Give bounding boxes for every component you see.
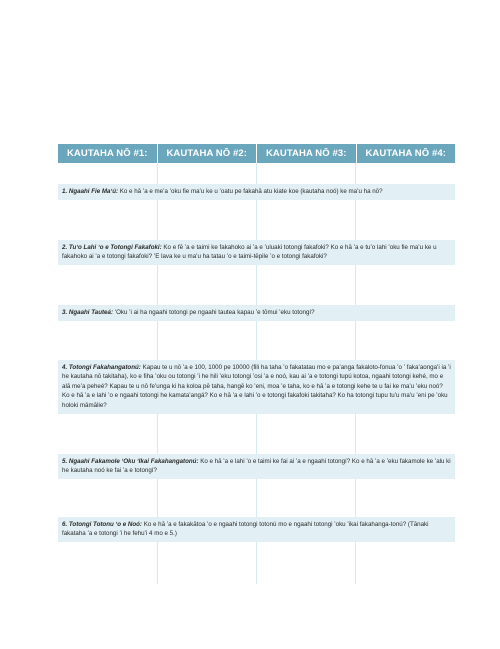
question-row-penalties xyxy=(58,305,455,321)
question-row-direct-costs xyxy=(58,360,455,414)
header-column-3: KAUTAHA NŌ #3: xyxy=(257,144,357,163)
question-text: Kapau te u nō ʻa e 100, 1000 pe 10000 (fili ha taha ʻo fakatatau mo e paʻanga fakaloto-fonua ʻo ʻ fakaʻaongaʻi ia ʻi he kautaha nō takitaha), ko e fiha ʻoku ou totongi ʻi he hili ʻeku totongi ʻosi ʻa e noó, kau ai ʻa e totongi tupú kotoa, ngaahi totongi kehé, mo e alā meʻa peheé? Kapau te u nō feʻunga ki ha koloa pē taha, hangē ko ʻeni, moa ʻe taha, ko e hā ʻa e totongi kehe te u fai ke maʻu ʻeku noó? Ko e hā ʻa e lahi ʻo e ngaahi totongi he kamataʻangá? Ko e hā ʻa e lahi ʻo e totongi fakafoki takitaha? Ko ha totongi tupu tuʻu maʻu ʻeni pe ʻoku holoki māmālie? xyxy=(62,364,451,409)
question-label: 3. Ngaahi Tauteá: xyxy=(62,309,114,316)
question-row-true-cost xyxy=(58,517,455,542)
question-label: 1. Ngaahi Fie Maʻú: xyxy=(62,188,119,195)
question-label: 6. Totongi Totonu ʻo e Noó: xyxy=(62,521,142,528)
question-row-requirements xyxy=(58,184,455,200)
question-text: Ko e fē ʻa e taimi ke fakahoko ai ʻa e ʻuluaki totongi fakafoki? Ko e hā ʻa e tuʻo lahi ʻoku fie maʻu ke u fakahoko ai ʻa e totongi fakafoki? ʻE lava ke u maʻu ha tatau ʻo e taimi-tēpile ʻo e totongi fakafoki? xyxy=(62,244,437,261)
question-row-indirect-costs xyxy=(58,454,455,479)
question-text: Ko e hā ʻa e meʻa ʻoku fie maʻu ke u ʻoatu pe fakahā atu kiate koe (kautaha noó) ke maʻu ha nō? xyxy=(118,188,383,195)
question-label: 2. Tuʻo Lahi ʻo e Totongi Fakafoki: xyxy=(62,244,162,251)
question-label: 4. Totongi Fakahangatonú: xyxy=(62,364,141,371)
table-header xyxy=(58,144,455,163)
loan-comparison-table xyxy=(58,144,455,584)
question-text: Ko e hā ʻa e lahi ʻo e taimi ke fai ai ʻa e ngaahi totongí? Ko e hā ʻa e ʻeku fakamole ke ʻalu ki he kautaha noó ke fai ʻa e totongí? xyxy=(62,458,451,475)
question-label: 5. Ngaahi Fakamole ʻOku ʻIkai Fakahangatonú: xyxy=(62,458,199,465)
header-column-1: KAUTAHA NŌ #1: xyxy=(58,144,158,163)
question-text: ʻOku ʻi ai ha ngaahi totongi pe ngaahi tautea kapau ʻe tōmui ʻeku totongí? xyxy=(113,309,315,316)
header-column-2: KAUTAHA NŌ #2: xyxy=(158,144,258,163)
question-row-repayment-frequency xyxy=(58,240,455,265)
header-column-4: KAUTAHA NŌ #4: xyxy=(365,148,447,159)
question-text: Ko e hā ʻa e fakakātoa ʻo e ngaahi totongi totonú mo e ngaahi totongi ʻoku ʻikai fakahanga-tonú? (Tānaki fakataha ʻa e totongi ʻi he fehuʻi 4 mo e 5.) xyxy=(62,521,429,538)
